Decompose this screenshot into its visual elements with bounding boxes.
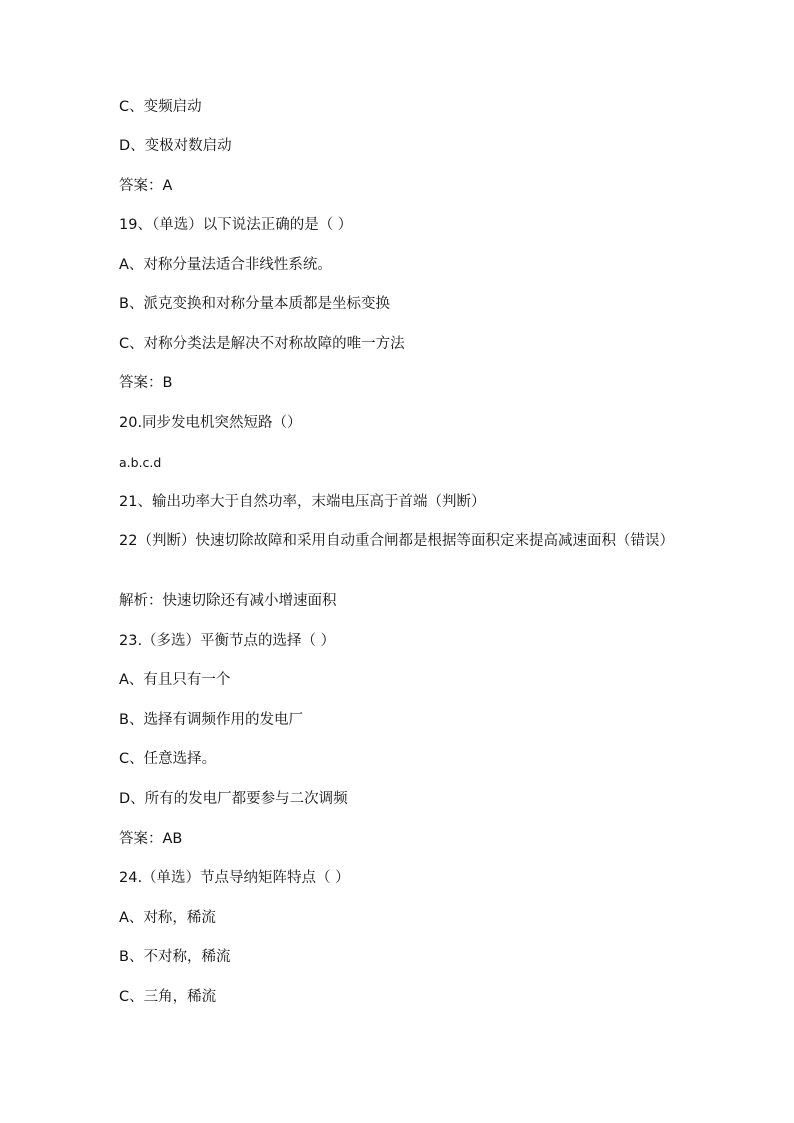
option-c-line: C、任意选择。 bbox=[119, 751, 217, 767]
option-c-line: C、变频启动 bbox=[119, 99, 202, 115]
answer-options-line: a.b.c.d bbox=[119, 455, 162, 470]
question-19: 19、（单选）以下说法正确的是（ ） bbox=[119, 217, 353, 233]
answer-line: 答案：AB bbox=[119, 831, 183, 847]
option-b-line: B、不对称，稀流 bbox=[119, 949, 231, 965]
option-a-line: A、有且只有一个 bbox=[119, 672, 231, 688]
question-24: 24.（单选）节点导纳矩阵特点（ ） bbox=[119, 870, 350, 886]
option-a-line: A、对称分量法适合非线性系统。 bbox=[119, 257, 332, 273]
question-20: 20.同步发电机突然短路（） bbox=[119, 415, 302, 431]
option-b-line: B、派克变换和对称分量本质都是坐标变换 bbox=[119, 296, 390, 312]
option-a-line: A、对称，稀流 bbox=[119, 910, 216, 926]
option-d-line: D、所有的发电厂都要参与二次调频 bbox=[119, 791, 348, 807]
answer-line: 答案：B bbox=[119, 375, 173, 391]
option-b-line: B、选择有调频作用的发电厂 bbox=[119, 712, 303, 728]
question-21: 21、输出功率大于自然功率，末端电压高于首端（判断） bbox=[119, 494, 486, 510]
answer-line: 答案：A bbox=[119, 178, 173, 194]
analysis-line: 解析：快速切除还有减小增速面积 bbox=[119, 593, 337, 609]
option-c-line: C、对称分类法是解决不对称故障的唯一方法 bbox=[119, 336, 405, 352]
option-d-line: D、变极对数启动 bbox=[119, 138, 232, 154]
question-22: 22（判断）快速切除故障和采用自动重合闸都是根据等面积定来提高减速面积（错误） bbox=[119, 533, 674, 549]
question-23: 23.（多选）平衡节点的选择（ ） bbox=[119, 633, 336, 649]
option-c-line: C、三角，稀流 bbox=[119, 989, 217, 1005]
